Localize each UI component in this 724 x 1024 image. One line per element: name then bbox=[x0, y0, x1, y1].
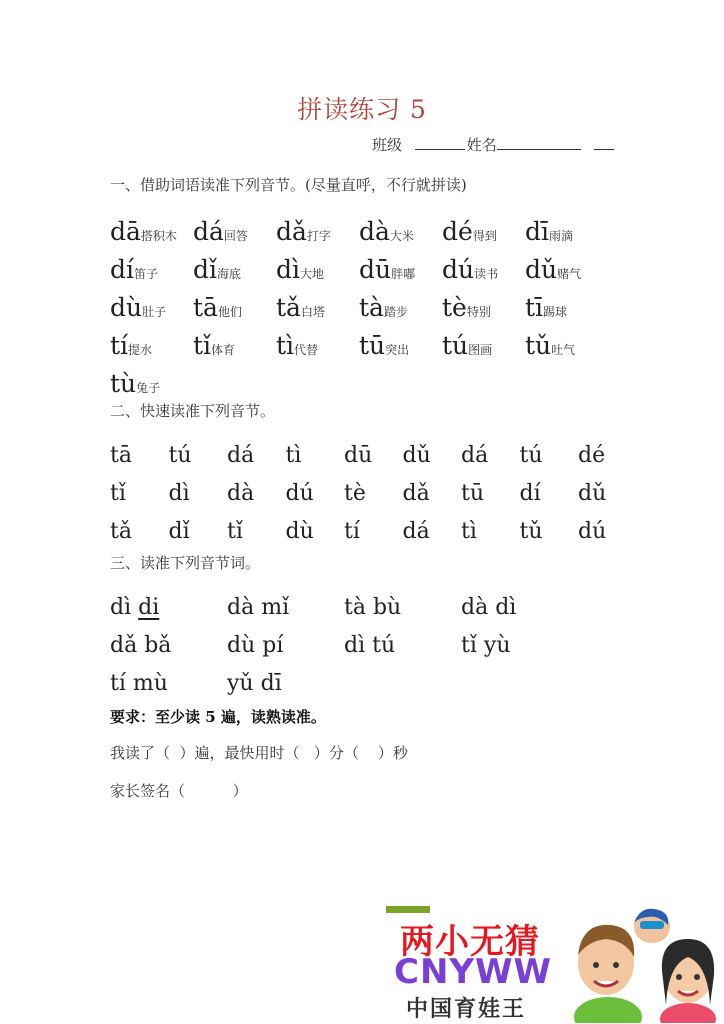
pinyin-word bbox=[344, 633, 461, 658]
pinyin-word-second: yù bbox=[483, 632, 511, 658]
pinyin-syllable: dá bbox=[461, 442, 489, 468]
pinyin-word-second: dì bbox=[495, 594, 517, 620]
section1-row bbox=[110, 360, 670, 398]
pinyin-syllable: tī bbox=[525, 293, 544, 322]
pinyin-syllable: tí bbox=[344, 518, 360, 544]
page-title: 拼读练习 5 bbox=[297, 95, 427, 124]
pinyin-syllable: tā bbox=[110, 442, 132, 468]
helper-word: 吐气 bbox=[551, 343, 576, 357]
helper-word: 得到 bbox=[472, 229, 497, 243]
helper-word: 提水 bbox=[128, 343, 153, 357]
syllable-word-pair bbox=[193, 217, 276, 246]
section3-row bbox=[110, 626, 578, 664]
syllable-word-pair bbox=[359, 293, 442, 322]
pinyin-syllable: tú bbox=[442, 331, 469, 360]
pinyin-syllable: tà bbox=[359, 293, 384, 322]
pinyin-syllable: dū bbox=[344, 442, 373, 468]
pinyin-word-second: bǎ bbox=[144, 632, 172, 658]
pinyin-word-first: dà bbox=[227, 594, 255, 620]
syllable-word-pair bbox=[442, 331, 525, 360]
section2-grid bbox=[110, 436, 637, 550]
pinyin-syllable: tú bbox=[519, 442, 543, 468]
extra-blank bbox=[594, 135, 614, 150]
pinyin-word-first: tí bbox=[110, 670, 126, 696]
section1-grid bbox=[110, 208, 670, 398]
pinyin-syllable: tǐ bbox=[110, 480, 126, 506]
pinyin-syllable: dá bbox=[402, 518, 430, 544]
section2-row bbox=[110, 512, 637, 550]
syllable-word-pair bbox=[442, 293, 525, 322]
pinyin-syllable: dù bbox=[285, 518, 314, 544]
pinyin-syllable: dí bbox=[110, 255, 134, 284]
pinyin-syllable: tí bbox=[110, 331, 129, 360]
pinyin-syllable: tǎ bbox=[110, 518, 132, 544]
section1-row bbox=[110, 208, 670, 246]
syllable-word-pair bbox=[442, 255, 525, 284]
syllable-word-pair bbox=[442, 217, 525, 246]
syllable-word-pair bbox=[110, 255, 193, 284]
syllable-word-pair bbox=[110, 293, 193, 322]
syllable-word-pair bbox=[276, 293, 359, 322]
pinyin-word-first: dù bbox=[227, 632, 256, 658]
helper-word: 搭积木 bbox=[140, 229, 177, 243]
helper-word: 打字 bbox=[306, 229, 331, 243]
pinyin-word bbox=[110, 633, 227, 658]
pinyin-word bbox=[344, 595, 461, 620]
syllable-word-pair bbox=[276, 217, 359, 246]
syllable-word-pair bbox=[193, 331, 276, 360]
pinyin-word-first: yǔ bbox=[227, 670, 254, 696]
pinyin-word bbox=[461, 595, 578, 620]
pinyin-word bbox=[110, 671, 227, 696]
parent-signature-line: 家长签名（ ） bbox=[110, 782, 248, 800]
pinyin-syllable: dǔ bbox=[525, 255, 558, 284]
pinyin-syllable: tǔ bbox=[519, 518, 543, 544]
pinyin-word-second: mǐ bbox=[261, 594, 290, 620]
helper-word: 图画 bbox=[468, 343, 493, 357]
helper-word: 回答 bbox=[223, 229, 248, 243]
pinyin-syllable: tǎ bbox=[276, 293, 301, 322]
requirement-text: 要求：至少读 5 遍，读熟读准。 bbox=[110, 708, 326, 726]
pinyin-word-second: tú bbox=[372, 632, 396, 658]
pinyin-word bbox=[227, 633, 344, 658]
cartoon-kids-illustration bbox=[560, 905, 720, 1023]
helper-word: 海底 bbox=[217, 267, 242, 281]
pinyin-word-first: tǐ bbox=[461, 632, 477, 658]
pinyin-word-second: mù bbox=[132, 670, 168, 696]
pinyin-word-second: pí bbox=[262, 632, 284, 658]
section1-row bbox=[110, 322, 670, 360]
pinyin-syllable: dé bbox=[578, 442, 606, 468]
pinyin-syllable: dú bbox=[442, 255, 475, 284]
pinyin-syllable: dì bbox=[168, 480, 190, 506]
helper-word: 特别 bbox=[466, 305, 491, 319]
helper-word: 白塔 bbox=[300, 305, 325, 319]
pinyin-syllable: dú bbox=[578, 518, 607, 544]
syllable-word-pair bbox=[276, 255, 359, 284]
helper-word: 赌气 bbox=[557, 267, 582, 281]
pinyin-syllable: dū bbox=[359, 255, 392, 284]
helper-word: 胖嘟 bbox=[391, 267, 416, 281]
pinyin-word-first: tà bbox=[344, 594, 366, 620]
section3-grid bbox=[110, 588, 578, 702]
section3-heading: 三、读准下列音节词。 bbox=[110, 554, 261, 572]
helper-word: 他们 bbox=[217, 305, 242, 319]
syllable-word-pair bbox=[525, 331, 608, 360]
section2-heading: 二、快速读准下列音节。 bbox=[110, 402, 276, 420]
helper-word: 雨滴 bbox=[549, 229, 574, 243]
pinyin-word-second: dī bbox=[260, 670, 282, 696]
pinyin-word bbox=[227, 671, 344, 696]
helper-word: 代替 bbox=[294, 343, 319, 357]
pinyin-syllable: dé bbox=[442, 217, 473, 246]
syllable-word-pair bbox=[193, 293, 276, 322]
class-blank bbox=[415, 135, 465, 150]
class-label: 班级 bbox=[372, 136, 403, 154]
helper-word: 踏步 bbox=[383, 305, 408, 319]
section3-row bbox=[110, 664, 578, 702]
syllable-word-pair bbox=[110, 217, 193, 246]
pinyin-syllable: tū bbox=[359, 331, 386, 360]
pinyin-syllable: dǔ bbox=[578, 480, 607, 506]
pinyin-syllable: dì bbox=[276, 255, 300, 284]
helper-word: 兔子 bbox=[136, 381, 161, 395]
read-count-line: 我读了（ ）遍，最快用时（ ）分（ ）秒 bbox=[110, 744, 408, 762]
logo-green-bar bbox=[386, 906, 430, 913]
pinyin-syllable: tū bbox=[461, 480, 485, 506]
class-name-line bbox=[372, 134, 614, 155]
syllable-word-pair bbox=[359, 255, 442, 284]
logo-chinese: 两小无猜 bbox=[400, 922, 540, 962]
section3-row bbox=[110, 588, 578, 626]
logo-english: CNYWW bbox=[394, 952, 553, 992]
section2-row bbox=[110, 474, 637, 512]
pinyin-syllable: dá bbox=[227, 442, 255, 468]
helper-word: 大米 bbox=[389, 229, 414, 243]
pinyin-syllable: tǐ bbox=[193, 331, 212, 360]
helper-word: 体育 bbox=[211, 343, 236, 357]
helper-word: 肚子 bbox=[142, 305, 167, 319]
helper-word: 大地 bbox=[300, 267, 325, 281]
syllable-word-pair bbox=[276, 331, 359, 360]
watermark-logo bbox=[386, 906, 576, 1021]
pinyin-syllable: dà bbox=[227, 480, 255, 506]
pinyin-word-second: bù bbox=[372, 594, 402, 620]
name-label: 姓名 bbox=[466, 136, 497, 154]
syllable-word-pair bbox=[110, 331, 193, 360]
helper-word: 突出 bbox=[385, 343, 410, 357]
pinyin-word bbox=[461, 633, 578, 658]
pinyin-syllable: dú bbox=[285, 480, 314, 506]
name-blank bbox=[497, 135, 581, 150]
pinyin-syllable: tè bbox=[442, 293, 467, 322]
pinyin-syllable: dǔ bbox=[402, 442, 431, 468]
pinyin-syllable: dǐ bbox=[193, 255, 217, 284]
pinyin-syllable: tù bbox=[110, 369, 137, 398]
pinyin-word-first: dǎ bbox=[110, 632, 138, 658]
pinyin-syllable: tì bbox=[285, 442, 302, 468]
syllable-word-pair bbox=[359, 217, 442, 246]
section1-row bbox=[110, 284, 670, 322]
syllable-word-pair bbox=[359, 331, 442, 360]
section1-row bbox=[110, 246, 670, 284]
syllable-word-pair bbox=[525, 293, 608, 322]
syllable-word-pair bbox=[110, 369, 193, 398]
pinyin-syllable: dā bbox=[110, 217, 141, 246]
pinyin-syllable: dǎ bbox=[402, 480, 430, 506]
pinyin-syllable: dī bbox=[525, 217, 549, 246]
section2-row bbox=[110, 436, 637, 474]
pinyin-syllable: tì bbox=[276, 331, 295, 360]
pinyin-syllable: dǎ bbox=[276, 217, 307, 246]
section1-heading: 一、借助词语读准下列音节。(尽量直呼，不行就拼读) bbox=[110, 176, 467, 194]
pinyin-syllable: dà bbox=[359, 217, 390, 246]
pinyin-syllable: tì bbox=[461, 518, 477, 544]
pinyin-syllable: tú bbox=[168, 442, 192, 468]
syllable-word-pair bbox=[525, 217, 608, 246]
pinyin-syllable: dù bbox=[110, 293, 143, 322]
pinyin-word-first: dì bbox=[110, 594, 132, 620]
pinyin-word bbox=[227, 595, 344, 620]
pinyin-word-first: dà bbox=[461, 594, 489, 620]
syllable-word-pair bbox=[525, 255, 608, 284]
pinyin-syllable: tè bbox=[344, 480, 366, 506]
syllable-word-pair bbox=[193, 255, 276, 284]
helper-word: 笛子 bbox=[134, 267, 159, 281]
helper-word: 踢球 bbox=[543, 305, 568, 319]
logo-subtitle: 中国育娃王 bbox=[406, 997, 527, 1022]
pinyin-word-first: dì bbox=[344, 632, 366, 658]
pinyin-word-second: di bbox=[138, 594, 160, 620]
pinyin-syllable: tā bbox=[193, 293, 218, 322]
pinyin-syllable: dá bbox=[193, 217, 224, 246]
pinyin-syllable: tǐ bbox=[227, 518, 243, 544]
pinyin-syllable: dǐ bbox=[168, 518, 190, 544]
pinyin-syllable: dí bbox=[519, 480, 541, 506]
pinyin-syllable: tǔ bbox=[525, 331, 552, 360]
helper-word: 读书 bbox=[474, 267, 499, 281]
pinyin-word bbox=[110, 595, 227, 620]
